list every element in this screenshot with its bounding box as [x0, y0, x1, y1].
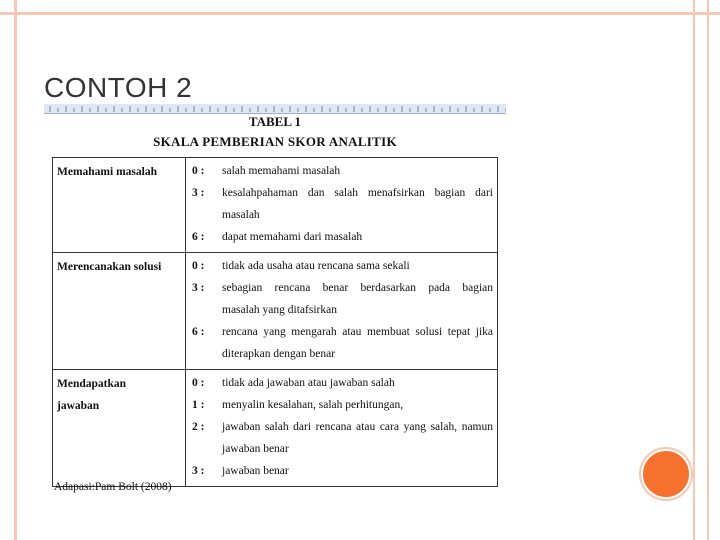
score-description-line: sebagian rencana benar berdasarkan pada bagian — [222, 282, 493, 294]
score-value: 3 : — [192, 465, 205, 477]
table-row — [53, 370, 498, 487]
score-description-line: masalah — [222, 209, 260, 221]
score-description-line: jawaban benar — [222, 465, 289, 477]
score-value: 2 : — [192, 421, 205, 433]
score-description-line: dapat memahami dari masalah — [222, 231, 363, 243]
score-item — [192, 160, 493, 182]
score-description — [222, 416, 493, 460]
aspect-cell — [53, 158, 186, 253]
table-label: TABEL 1 — [248, 114, 302, 129]
score-item — [192, 226, 493, 248]
score-value: 3 : — [192, 187, 205, 199]
score-description — [222, 160, 493, 182]
score-description — [222, 182, 493, 226]
score-value: 0 : — [192, 165, 205, 177]
table-title: SKALA PEMBERIAN SKOR ANALITIK — [153, 134, 397, 149]
aspect-label: Mendapatkan — [57, 378, 127, 390]
slide-frame-left-line — [14, 0, 17, 540]
score-value: 0 : — [192, 260, 205, 272]
score-description-line: diterapkan dengan benar — [222, 348, 336, 360]
score-item — [192, 321, 493, 365]
score-value: 6 : — [192, 326, 205, 338]
score-description — [222, 226, 493, 248]
score-item — [192, 182, 493, 226]
document-ruler — [44, 104, 506, 114]
score-item — [192, 416, 493, 460]
scoring-table — [52, 157, 498, 487]
score-description — [222, 460, 493, 482]
ruler-ticks — [44, 104, 506, 113]
aspect-cell — [53, 370, 186, 487]
slide-title: CONTOH 2 — [44, 72, 193, 103]
score-description-line: menyalin kesalahan, salah perhitungan, — [222, 399, 404, 411]
slide-frame-right-inner-line — [707, 0, 709, 540]
score-item — [192, 255, 493, 277]
score-description — [222, 255, 493, 277]
slide-frame-right-line — [693, 0, 695, 540]
score-description-line: salah memahami masalah — [222, 165, 341, 177]
aspect-label: Merencanakan solusi — [57, 261, 162, 273]
score-description — [222, 321, 493, 365]
score-description-line: rencana yang mengarah atau membuat solusi tepat jika — [222, 326, 493, 338]
score-description-line: jawaban salah dari rencana atau cara yang salah, namun — [222, 421, 493, 433]
score-item — [192, 460, 493, 482]
score-item — [192, 394, 493, 416]
decorative-orange-circle — [641, 449, 691, 499]
score-description — [222, 277, 493, 321]
score-value: 1 : — [192, 399, 205, 411]
score-description-line: tidak ada usaha atau rencana sama sekali — [222, 260, 410, 272]
score-description — [222, 372, 493, 394]
score-value: 3 : — [192, 282, 205, 294]
score-item — [192, 277, 493, 321]
slide-frame-top-line — [0, 12, 720, 15]
table-row — [53, 158, 498, 253]
aspect-label: jawaban — [57, 400, 100, 412]
score-cell — [186, 253, 498, 370]
table-row — [53, 253, 498, 370]
aspect-cell — [53, 253, 186, 370]
score-cell — [186, 158, 498, 253]
score-description-line: tidak ada jawaban atau jawaban salah — [222, 377, 395, 389]
score-description — [222, 394, 493, 416]
score-description-line: kesalahpahaman dan salah menafsirkan bagian dari — [222, 187, 493, 199]
score-value: 0 : — [192, 377, 205, 389]
aspect-label: Memahami masalah — [57, 166, 157, 178]
score-description-line: jawaban benar — [222, 443, 289, 455]
score-cell — [186, 370, 498, 487]
table-source: Adapasi:Pam Bolt (2008) — [54, 481, 172, 493]
score-description-line: masalah yang ditafsirkan — [222, 304, 337, 316]
score-value: 6 : — [192, 231, 205, 243]
score-item — [192, 372, 493, 394]
